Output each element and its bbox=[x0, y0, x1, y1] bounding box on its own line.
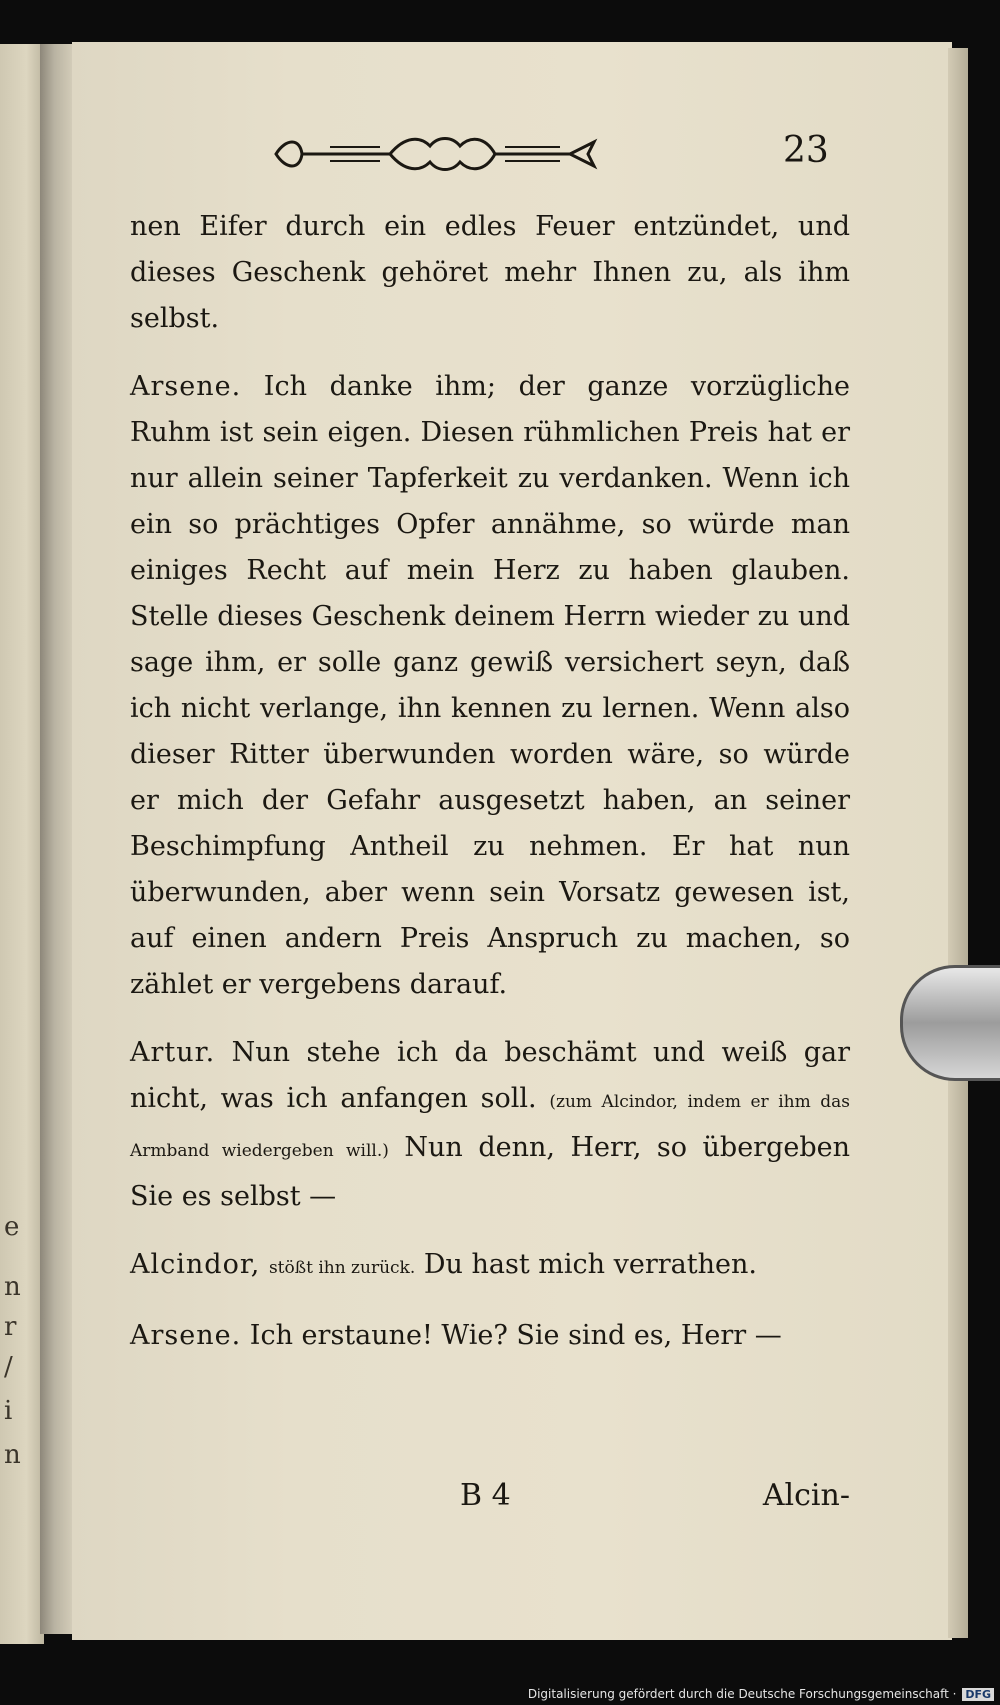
paragraph-arsene-2 bbox=[130, 1313, 850, 1359]
page-edge-shadow bbox=[948, 48, 968, 1638]
previous-page-edge: e n r / i n bbox=[0, 44, 44, 1644]
speaker-name: Arsene. bbox=[130, 371, 242, 402]
body-text bbox=[130, 204, 850, 1381]
paragraph-text: nen Eifer durch ein edles Feuer entzündet, und dieses Geschenk gehöret mehr Ihnen zu, als ihm selbst. bbox=[130, 211, 850, 334]
page-footer bbox=[130, 1478, 850, 1528]
stage-direction: (zum Alcindor, indem er ihm das Armband wiedergeben will.) bbox=[130, 1092, 850, 1161]
speaker-name: Arsene. bbox=[130, 1320, 242, 1351]
paragraph-text: Nun denn, Herr, so übergeben Sie es selbst — bbox=[130, 1132, 850, 1212]
page-number: 23 bbox=[783, 130, 829, 171]
paragraph-artur bbox=[130, 1030, 850, 1220]
paragraph-text: Du hast mich verrathen. bbox=[423, 1249, 757, 1280]
speaker-name: Artur. bbox=[130, 1037, 216, 1068]
paragraph-alcindor bbox=[130, 1242, 850, 1291]
catchword: Alcin- bbox=[762, 1478, 850, 1513]
book-gutter bbox=[40, 44, 76, 1634]
paragraph-arsene bbox=[130, 364, 850, 1008]
signature-mark: B 4 bbox=[460, 1478, 511, 1513]
speaker-name: Alcindor, bbox=[130, 1249, 261, 1280]
book-clip bbox=[900, 965, 1000, 1081]
paragraph-text: Ich erstaune! Wie? Sie sind es, Herr — bbox=[249, 1320, 782, 1351]
stage-direction: stößt ihn zurück. bbox=[268, 1258, 416, 1278]
paragraph-text: Ich danke ihm; der ganze vorzügliche Ruhm ist sein eigen. Diesen rühmlichen Preis hat er nur allein seiner Tapferkeit zu verdanken. Wenn ich ein so prächtiges Opfer annähme, so würde man einiges Recht auf mein Herz zu haben glauben. Stelle dieses Geschenk deinem Herrn wieder zu und sage ihm, er solle ganz gewiß versichert seyn, daß ich nicht verlange, ihn kennen zu lernen. Wenn also dieser Ritter überwunden worden wäre, so würde er mich der Gefahr ausgesetzt haben, an seiner Beschimpfung Antheil zu nehmen. Er hat nun überwunden, aber wenn sein Vorsatz gewesen ist, auf einen andern Preis Anspruch zu machen, so zählet er vergebens darauf. bbox=[130, 371, 850, 1000]
dfg-logo: DFG bbox=[962, 1688, 994, 1701]
paragraph-text: Nun stehe ich da beschämt und weiß gar nicht, was ich anfangen soll. bbox=[130, 1037, 850, 1114]
paragraph-continuation bbox=[130, 204, 850, 342]
header-ornament bbox=[270, 132, 600, 176]
digitization-credit bbox=[528, 1687, 994, 1701]
credit-text: Digitalisierung gefördert durch die Deutsche Forschungsgemeinschaft · bbox=[527, 1687, 957, 1701]
